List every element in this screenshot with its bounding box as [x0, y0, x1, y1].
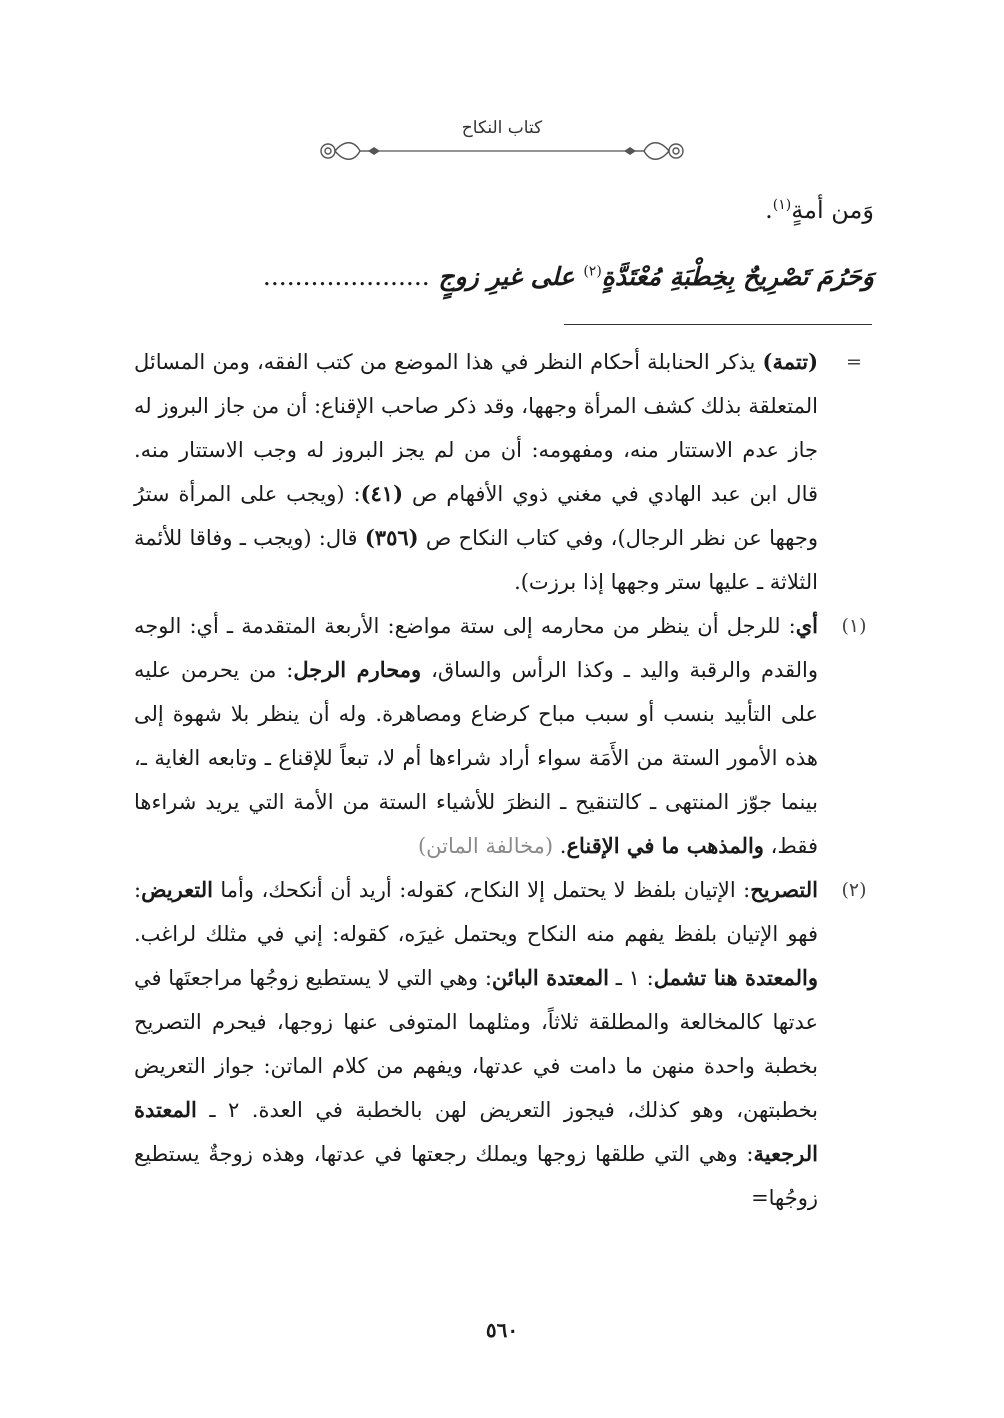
footnote-1 — [134, 604, 874, 868]
page-ref: (٣٥٦) — [364, 525, 419, 550]
text-run: : من يحرمن عليه على التأبيد بنسب أو سبب مباح كرضاع ومصاهرة. وله أن ينظر بلا شهوة إلى هذه الأمور الستة من الأَمَة سواء أراد شراءها أم لا، تبعاً للإقناع ـ وتابعه الغاية ـ، بينما جوّز المنتهى ـ كالتنقيح ـ النظرَ للأشياء الستة من الأمة التي يريد شراءها فقط، — [134, 658, 818, 858]
matn-period: . — [765, 196, 773, 224]
text-run: : (ويجب على المرأة سترُ وجهها عن نظر الرجال)، وفي كتاب النكاح ص — [134, 482, 818, 550]
dotted-leader: ..................... — [262, 262, 430, 291]
page-number: ٥٦٠ — [485, 1318, 519, 1342]
footnote-continuation — [134, 340, 874, 604]
footnote-text — [134, 340, 818, 604]
footnotes — [134, 340, 874, 1220]
bold-term: التصريح — [750, 877, 818, 902]
footnote-ref-1: (١) — [772, 197, 792, 213]
text-run: قال: (ويجب ـ وفاقا للأئمة الثلاثة ـ عليها ستر وجهها إذا برزت). — [134, 526, 818, 594]
footnote-marker: (١) — [841, 615, 867, 637]
footnote-text — [134, 604, 818, 868]
footnote-ref-2: (٢) — [583, 263, 602, 280]
matn-text: وَمن أمةٍ — [791, 196, 874, 224]
text-run: : للرجل أن ينظر من محارمه إلى ستة مواضع: الأربعة المتقدمة ـ أي: الوجه والقدم والرقبة واليد ـ وكذا الرأس والساق، — [134, 614, 818, 682]
text-run: . — [553, 834, 567, 858]
continuation-marker: = — [846, 351, 862, 373]
text-run: يذكر الحنابلة أحكام النظر في هذا الموضع من كتب الفقه، ومن المسائل المتعلقة بذلك كشف المرأة وجهها، وقد ذكر صاحب الإقناع: أن من جاز البروز له جاز عدم الاستتار منه، ومفهومه: أن من لم يجز البروز له وجب الاستتار منه. قال ابن عبد الهادي في مغني ذوي الأفهام ص — [134, 350, 819, 506]
text-run: : فهو الإتيان بلفظ يفهم منه النكاح ويحتمل غيرَه، كقوله: إني في مثلك لراغب. — [134, 878, 818, 946]
footnote-2 — [134, 868, 874, 1220]
footnote-text — [134, 868, 818, 1220]
bold-term: أي — [795, 613, 818, 638]
running-header-title: كتاب النكاح — [461, 118, 543, 138]
bold-term: ومحارم الرجل — [293, 657, 422, 682]
text-run: : وهي التي طلقها زوجها ويملك رجعتها في عدتها، وهذه زوجةٌ يستطيع زوجُها= — [134, 1142, 818, 1210]
text-run: : الإتيان بلفظ لا يحتمل إلا النكاح، كقوله: أريد أن أنكحك، وأما — [212, 878, 751, 902]
footnote-marker: (٢) — [841, 879, 867, 901]
matn-line-2 — [134, 262, 874, 291]
header-ornament-icon — [312, 138, 692, 164]
muted-note: (مخالفة الماتن) — [417, 834, 554, 858]
matn-text-tail: على غيرِ زوجٍ — [429, 262, 584, 291]
footnote-separator — [564, 324, 872, 325]
matn-text: وَحَرُمَ تَصْرِيحٌ بِخِطْبَةِ مُعْتَدَّةٍ — [601, 262, 874, 291]
bold-lead: (تتمة) — [762, 349, 818, 374]
bold-term: والمذهب ما في الإقناع — [566, 833, 764, 858]
text-run: : وهي التي لا يستطيع زوجُها مراجعتَها في عدتها كالمخالعة والمطلقة ثلاثاً، ومثلهما المتوفى عنها زوجها، فيحرم التصريح بخطبة واحدة منهن ما دامت في عدتها، ويفهم من كلام الماتن: جواز التعريض بخطبتهن، وهو كذلك، فيجوز التعريض لهن بالخطبة في العدة. ٢ ـ — [134, 966, 818, 1122]
bold-term: المعتدة الرجعية — [134, 1097, 818, 1166]
bold-term: التعريض — [141, 877, 213, 902]
text-run: : ١ ـ — [608, 966, 654, 990]
bold-term: المعتدة البائن — [491, 965, 609, 990]
page-ref: (٤١) — [360, 481, 404, 506]
bold-term: والمعتدة هنا تشمل — [653, 965, 818, 990]
matn-line-1 — [134, 196, 874, 224]
